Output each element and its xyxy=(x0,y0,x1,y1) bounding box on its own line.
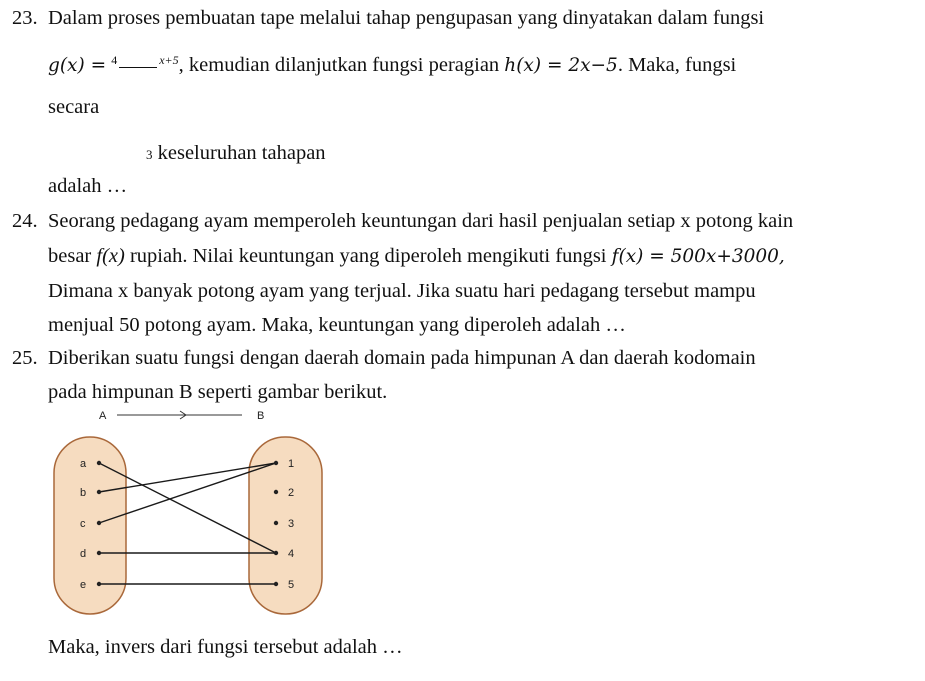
q23-line2-end: . Maka, fungsi xyxy=(617,54,737,76)
codomain-label-2: 2 xyxy=(288,487,295,499)
codomain-point-2 xyxy=(274,490,278,494)
fraction-bar xyxy=(119,67,157,68)
codomain-label-1: 1 xyxy=(288,458,295,470)
q23-number: 23. xyxy=(12,7,38,29)
g-function-lhs: g(x) = xyxy=(48,55,107,76)
q25-number: 25. xyxy=(12,347,38,369)
domain-point-b xyxy=(97,490,101,494)
set-a-label: A xyxy=(99,410,107,422)
q24-line4: menjual 50 potong ayam. Maka, keuntungan yang diperoleh adalah … xyxy=(48,314,626,336)
g-denominator: x+5 xyxy=(159,53,179,67)
domain-point-e xyxy=(97,582,101,586)
codomain-point-4 xyxy=(274,551,278,555)
arrow-diagram xyxy=(0,400,360,620)
codomain-point-3 xyxy=(274,521,278,525)
q24-number: 24. xyxy=(12,210,38,232)
codomain-point-1 xyxy=(274,461,278,465)
q23-line4 xyxy=(146,143,326,164)
q23-line1: Dalam proses pembuatan tape melalui tahap pengupasan yang dinyatakan dalam fungsi xyxy=(48,7,765,29)
codomain-label-4: 4 xyxy=(288,548,295,560)
set-b-label: B xyxy=(257,410,265,422)
q23-line3: secara xyxy=(48,96,100,118)
h-function: h(x) = 2x−5 xyxy=(504,55,618,76)
domain-oval xyxy=(54,437,126,614)
q25-line1: Diberikan suatu fungsi dengan daerah domain pada himpunan A dan daerah kodomain xyxy=(48,347,756,369)
q23-line2 xyxy=(48,54,736,76)
domain-point-a xyxy=(97,461,101,465)
domain-point-d xyxy=(97,551,101,555)
f-function: f(x) = 500x+3000, xyxy=(611,246,785,267)
domain-label-b: b xyxy=(80,487,87,499)
domain-label-c: c xyxy=(80,518,86,530)
q24-line1: Seorang pedagang ayam memperoleh keuntungan dari hasil penjualan setiap x potong kain xyxy=(48,210,794,232)
q24-line3: Dimana x banyak potong ayam yang terjual. Jika suatu hari pedagang tersebut mampu xyxy=(48,280,756,302)
codomain-oval xyxy=(249,437,322,614)
codomain-label-5: 5 xyxy=(288,579,295,591)
q23-line5: adalah … xyxy=(48,175,128,197)
codomain-point-5 xyxy=(274,582,278,586)
domain-label-e: e xyxy=(80,579,87,591)
q24-fx: f(x) xyxy=(96,245,125,267)
q24-line2-a: besar xyxy=(48,245,92,267)
q23-line4-sup: 3 xyxy=(146,147,153,162)
domain-label-d: d xyxy=(80,548,87,560)
q25-line2: pada himpunan B seperti gambar berikut. xyxy=(48,381,388,403)
g-numerator: 4 xyxy=(111,53,118,67)
q23-line2-text: , kemudian dilanjutkan fungsi peragian xyxy=(178,54,500,76)
q24-line2 xyxy=(48,246,785,267)
q23-line4-text: keseluruhan tahapan xyxy=(157,142,326,164)
domain-label-a: a xyxy=(80,458,87,470)
q24-line2-b: rupiah. Nilai keuntungan yang diperoleh mengikuti fungsi xyxy=(129,245,607,267)
domain-point-c xyxy=(97,521,101,525)
q25-final: Maka, invers dari fungsi tersebut adalah … xyxy=(48,636,403,658)
codomain-label-3: 3 xyxy=(288,518,295,530)
